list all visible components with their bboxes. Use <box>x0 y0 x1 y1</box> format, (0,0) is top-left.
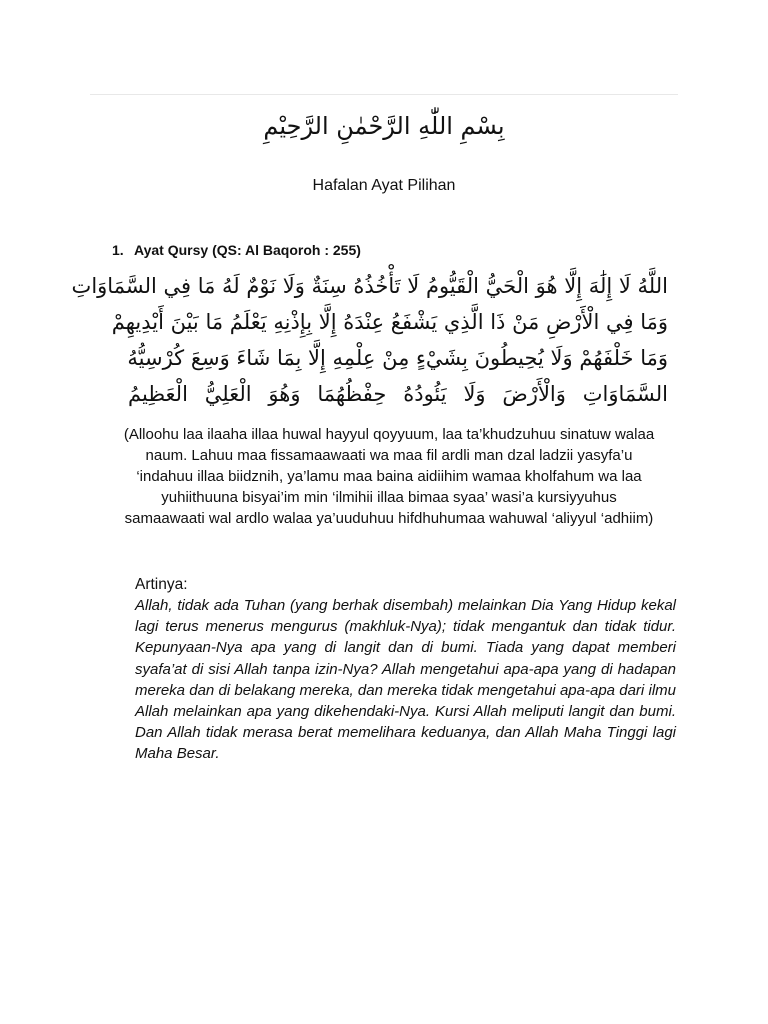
arabic-verse-line: وَمَا فِي الْأَرْضِ مَنْ ذَا الَّذِي يَشْفَعُ عِنْدَهُ إِلَّا بِإِذْنِهِ يَعْلَمُ مَا بَيْنَ أَيْدِيهِمْ <box>111 310 668 334</box>
section-title: Ayat Qursy (QS: Al Baqoroh : 255) <box>134 242 361 258</box>
arabic-verse <box>71 268 668 412</box>
section-number: 1. <box>112 242 124 258</box>
translation-label: Artinya: <box>135 576 188 593</box>
document-title: Hafalan Ayat Pilihan <box>312 177 456 194</box>
top-divider <box>90 94 678 95</box>
basmalah-heading: بِسْمِ اللّٰهِ الرَّحْمٰنِ الرَّحِيْمِ <box>263 112 505 140</box>
arabic-verse-line: السَّمَاوَاتِ وَالْأَرْضَ وَلَا يَئُودُهُ حِفْظُهُمَا وَهُوَ الْعَلِيُّ الْعَظِيمُ <box>128 382 668 406</box>
arabic-verse-line: اللَّهُ لَا إِلَٰهَ إِلَّا هُوَ الْحَيُّ الْقَيُّومُ لَا تَأْخُذُهُ سِنَةٌ وَلَا نَوْمٌ لَهُ مَا فِي السَّمَاوَاتِ <box>71 274 668 298</box>
transliteration-paragraph: (Alloohu laa ilaaha illaa huwal hayyul qoyyuum, laa ta’khudzuhuu sinatuw walaa naum. Lahuu maa fissamaawaati wa maa fil ardli man dzal ladzii yasyfa’u ‘indahuu illaa biidznih, ya’lamu maa baina aidiihim wamaa kholfahum wa laa yuhiithuuna bisyai’im min ‘ilmihii illaa bimaa syaa’ wasi’a kursiyyuhus samaawaati wal ardlo walaa ya’uuduhuu hifdhuhumaa wahuwal ‘aliyyul ‘adhiim) <box>123 426 655 527</box>
translation-paragraph: Allah, tidak ada Tuhan (yang berhak disembah) melainkan Dia Yang Hidup kekal lagi terus menerus mengurus (makhluk-Nya); tidak mengantuk dan tidak tidur. Kepunyaan-Nya apa yang di langit dan di bumi. Tiada yang dapat memberi syafa’at di sisi Allah tanpa izin-Nya? Allah mengetahui apa-apa yang di hadapan mereka dan di belakang mereka, dan mereka tidak mengetahui apa-apa dari ilmu Allah melainkan apa yang dikehendaki-Nya. Kursi Allah meliputi langit dan bumi. Dan Allah tidak merasa berat memelihara keduanya, dan Allah Maha Tinggi lagi Maha Besar. <box>135 597 676 763</box>
arabic-verse-line: وَمَا خَلْفَهُمْ وَلَا يُحِيطُونَ بِشَيْءٍ مِنْ عِلْمِهِ إِلَّا بِمَا شَاءَ وَسِعَ كُرْسِيُّهُ <box>127 346 668 370</box>
section-heading <box>112 240 361 260</box>
